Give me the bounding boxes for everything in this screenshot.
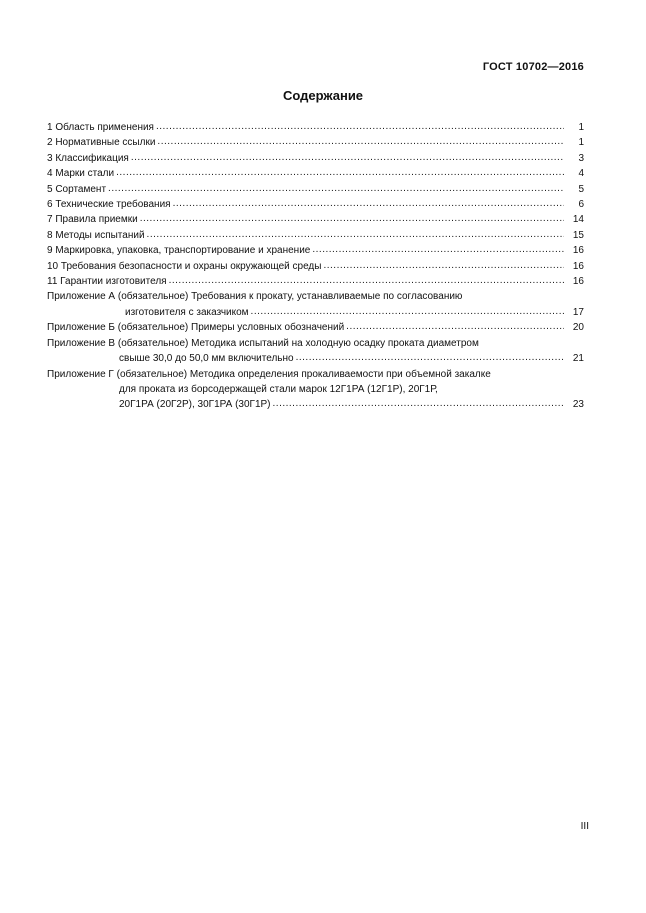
toc-item-page: 6 (578, 199, 584, 211)
document-code: ГОСТ 10702—2016 (482, 61, 584, 73)
leader-dots (173, 196, 564, 211)
table-of-contents (47, 120, 584, 413)
toc-item[interactable] (47, 259, 584, 274)
toc-item-page: 16 (572, 245, 584, 257)
appendix-g-title-cont2: 20Г1РА (20Г2Р), 30Г1РА (30Г1Р) (119, 399, 271, 411)
toc-item-page: 14 (572, 214, 584, 226)
leader-dots (296, 350, 564, 365)
leader-dots (169, 273, 564, 288)
appendix-b-page: 20 (572, 322, 584, 334)
toc-item-label: 2 Нормативные ссылки (47, 137, 156, 149)
toc-item[interactable] (47, 212, 584, 227)
toc-item-label: 11 Гарантии изготовителя (47, 276, 167, 288)
page-title: Содержание (282, 88, 364, 103)
appendix-g-item[interactable] (47, 367, 584, 413)
toc-item-label: 10 Требования безопасности и охраны окружающей среды (47, 260, 322, 272)
leader-dots (312, 242, 564, 257)
toc-item-page: 4 (578, 168, 584, 180)
appendix-g-title-cont: для проката из борсодержащей стали марок 12Г1РА (12Г1Р), 20Г1Р, (119, 383, 438, 395)
appendix-v-title: Приложение В (обязательное) Методика испытаний на холодную осадку проката диаметром (47, 337, 479, 349)
toc-item[interactable] (47, 197, 584, 212)
leader-dots (108, 181, 564, 196)
toc-item-label: 7 Правила приемки (47, 214, 138, 226)
appendix-v-page: 21 (572, 353, 584, 365)
leader-dots (156, 119, 564, 134)
toc-item-page: 3 (578, 152, 584, 164)
toc-item-page: 5 (578, 183, 584, 195)
toc-item[interactable] (47, 120, 584, 135)
toc-item-label: 3 Классификация (47, 152, 129, 164)
toc-item-page: 1 (578, 137, 584, 149)
toc-item-label: 1 Область применения (47, 122, 154, 133)
toc-item-label: 6 Технические требования (47, 199, 171, 211)
appendix-a-continuation (47, 305, 584, 320)
leader-dots (323, 258, 564, 273)
appendix-b-title: Приложение Б (обязательное) Примеры условных обозначений (47, 322, 345, 334)
leader-dots (346, 319, 564, 334)
appendix-b-item[interactable] (47, 320, 584, 335)
page-number: III (580, 821, 589, 832)
toc-item[interactable] (47, 151, 584, 166)
toc-item[interactable] (47, 274, 584, 289)
appendix-a-title-cont: изготовителя с заказчиком (125, 306, 249, 318)
toc-item[interactable] (47, 228, 584, 243)
toc-item-page: 16 (572, 276, 584, 288)
appendix-g-continuation (47, 397, 584, 412)
appendix-v-title-cont: свыше 30,0 до 50,0 мм включительно (119, 353, 294, 365)
appendix-v-item[interactable] (47, 336, 584, 367)
toc-item-page: 15 (572, 229, 584, 241)
leader-dots (251, 304, 564, 319)
toc-item-label: 9 Маркировка, упаковка, транспортирование и хранение (47, 245, 311, 257)
toc-item-page: 16 (572, 260, 584, 272)
toc-item[interactable] (47, 182, 584, 197)
toc-item-page: 1 (578, 122, 584, 133)
leader-dots (140, 211, 564, 226)
appendix-a-title: Приложение А (обязательное) Требования к прокату, устанавливаемые по согласованию (47, 291, 463, 303)
leader-dots (147, 227, 564, 242)
leader-dots (273, 396, 564, 411)
leader-dots (157, 134, 564, 149)
appendix-a-page: 17 (572, 306, 584, 318)
appendix-g-title: Приложение Г (обязательное) Методика определения прокаливаемости при объемной закалке (47, 368, 491, 380)
leader-dots (131, 150, 564, 165)
toc-item-label: 4 Марки стали (47, 168, 115, 180)
toc-item[interactable] (47, 166, 584, 181)
toc-item[interactable] (47, 135, 584, 150)
appendix-v-continuation (47, 351, 584, 366)
leader-dots (116, 165, 564, 180)
toc-item-label: 5 Сортамент (47, 183, 107, 195)
toc-item-label: 8 Методы испытаний (47, 229, 145, 241)
appendix-a-item[interactable] (47, 289, 584, 320)
appendix-g-page: 23 (572, 399, 584, 411)
toc-item[interactable] (47, 243, 584, 258)
